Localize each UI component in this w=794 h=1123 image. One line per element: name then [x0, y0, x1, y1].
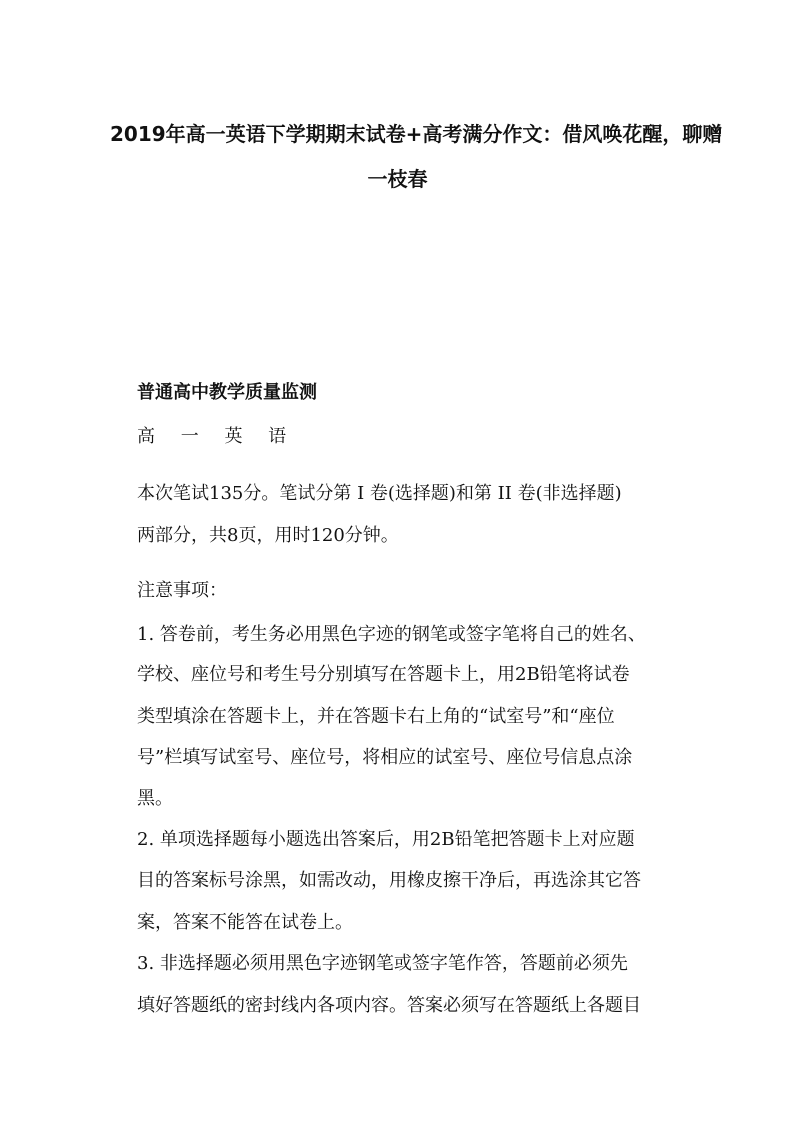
intro-line-1: 本次笔试135分。笔试分第 I 卷(选择题)和第 II 卷(非选择题) — [137, 483, 622, 504]
document-title-line-1: 2019年高一英语下学期期末试卷+高考满分作文：借风唤花醒，聊赠 — [110, 122, 723, 146]
exam-heading: 普通高中教学质量监测 — [137, 382, 317, 403]
subject-label: 高 一 英 语 — [137, 426, 297, 447]
notes-line-5: 黑。 — [137, 788, 173, 809]
notes-line-4: 号”栏填写试室号、座位号，将相应的试室号、座位号信息点涂 — [137, 747, 633, 768]
notes-line-8: 案，答案不能答在试卷上。 — [137, 912, 353, 933]
notes-line-2: 学校、座位号和考生号分别填写在答题卡上，用2B铅笔将试卷 — [137, 664, 630, 685]
notes-heading: 注意事项： — [137, 580, 227, 601]
notes-line-6: 2. 单项选择题每小题选出答案后，用2B铅笔把答题卡上对应题 — [137, 829, 635, 850]
notes-line-1: 1. 答卷前，考生务必用黑色字迹的钢笔或签字笔将自己的姓名、 — [137, 624, 646, 645]
notes-line-7: 目的答案标号涂黑，如需改动，用橡皮擦干净后，再选涂其它答 — [137, 870, 641, 891]
notes-line-9: 3. 非选择题必须用黑色字迹钢笔或签字笔作答，答题前必须先 — [137, 953, 628, 974]
notes-line-3: 类型填涂在答题卡上，并在答题卡右上角的“试室号”和“座位 — [137, 706, 615, 727]
intro-line-2: 两部分，共8页，用时120分钟。 — [137, 525, 399, 546]
document-title-line-2: 一枝春 — [367, 167, 428, 191]
notes-line-10: 填好答题纸的密封线内各项内容。答案必须写在答题纸上各题目 — [137, 995, 641, 1016]
